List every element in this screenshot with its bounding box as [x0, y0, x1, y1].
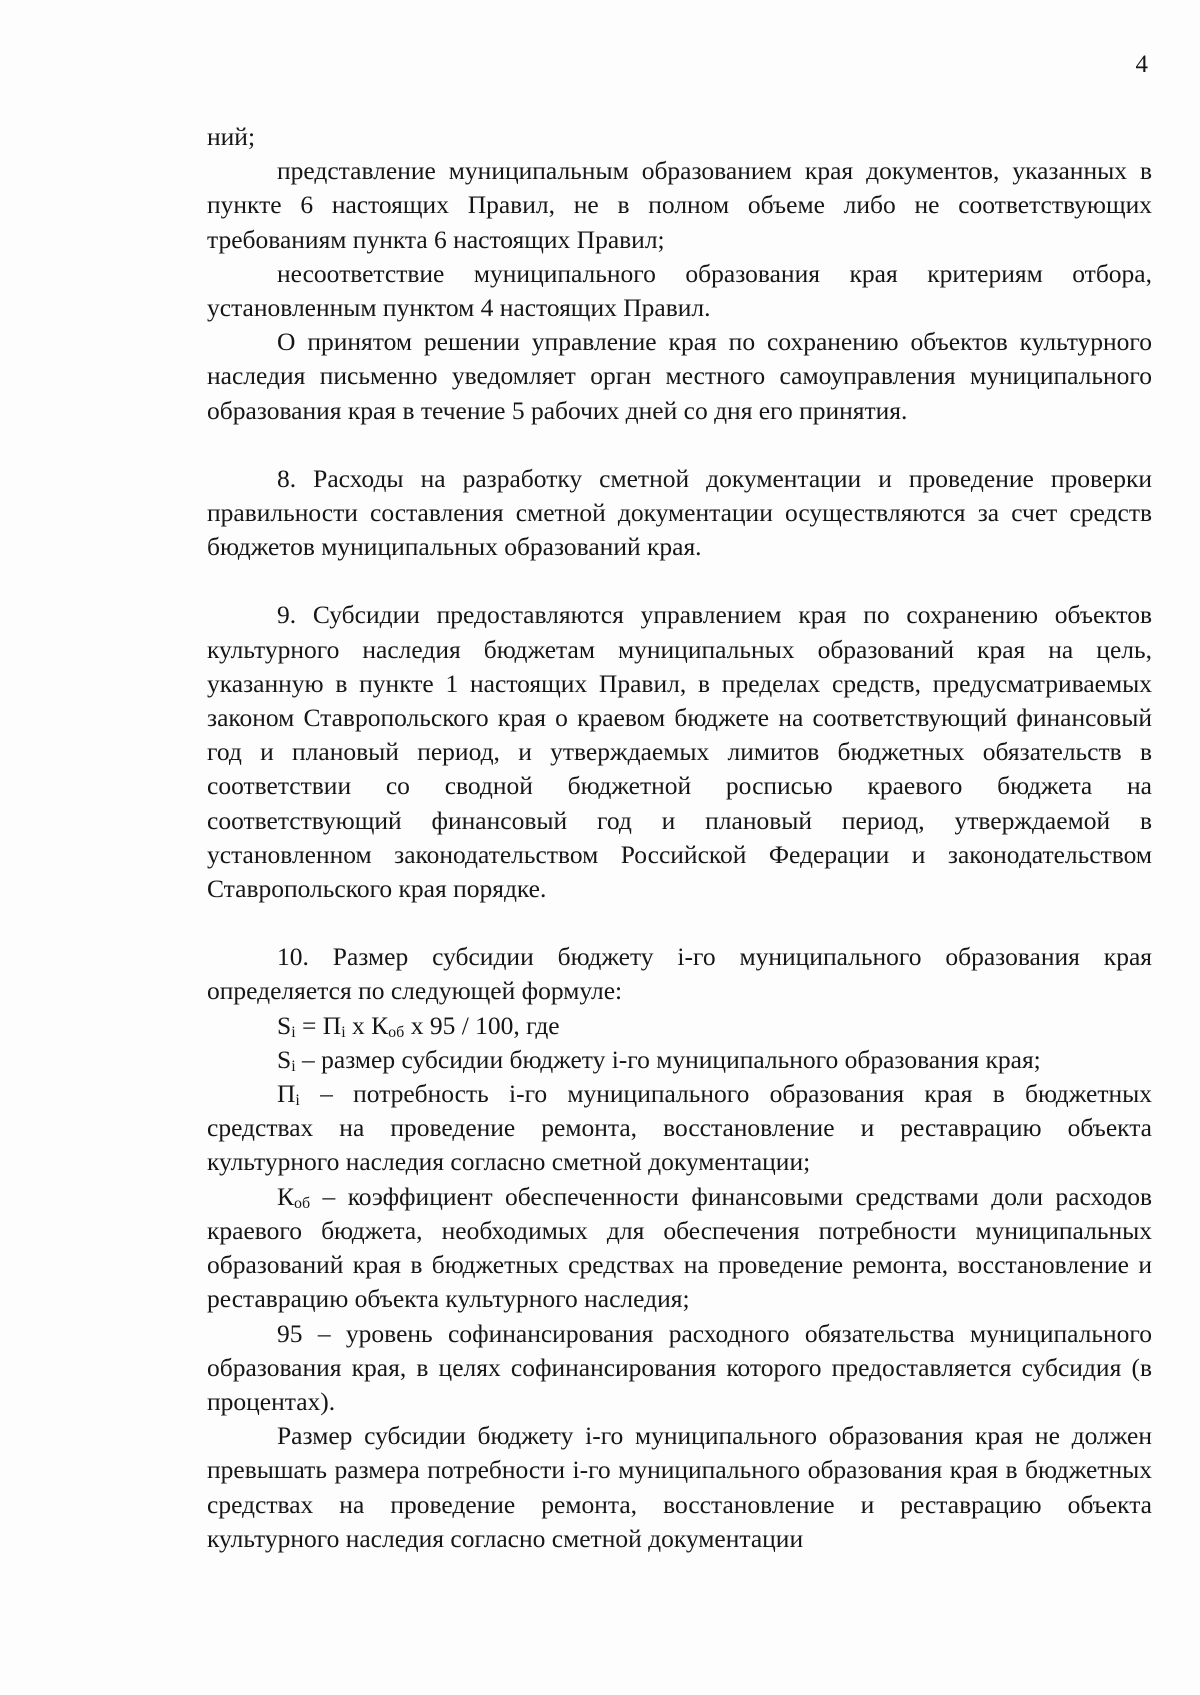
paragraph-clause-9: 9. Субсидии предоставляются управлением края по сохранению объектов культурного наследия бюджетам муниципальных образований края на цель, указанную в пункте 1 настоящих Правил, в пределах средств, предусматриваемых законом Ставропольского края о краевом бюджете на соответствующий финансовый год и плановый период, и утверждаемых лимитов бюджетных обязательств в соответствии со сводной бюджетной росписью краевого бюджета на соответствующий финансовый год и плановый период, утверждаемой в установленном законодательством Российской Федерации и законодательством Ставропольского края порядке.: [207, 600, 1152, 904]
definition-95: 95 – уровень софинансирования расходного обязательства муниципального образования края, в целях софинансирования которого предоставляется субсидия (в процентах).: [207, 1318, 1152, 1416]
paragraph-list-item: представление муниципальным образованием края документов, указанных в пункте 6 настоящих Правил, не в полном объеме либо не соответствующих требованиям пункта 6 настоящих Правил;: [207, 156, 1152, 254]
definition-s: $S_i$ – размер субсидии бюджету i-го муниципального образования края;: [277, 1044, 1041, 1075]
page-number: 4: [1135, 51, 1148, 78]
paragraph-continuation: ний;: [207, 122, 256, 151]
paragraph-clause-8: 8. Расходы на разработку сметной документации и проведение проверки правильности составления сметной документации осуществляются за счет средств бюджетов муниципальных образований края.: [207, 463, 1152, 562]
definition-k: $К_{об}$ – коэффициент обеспеченности финансовыми средствами доли расходов краевого бюджета, необходимых для обеспечения потребности муниципальных образований края в бюджетных средствах на проведение ремонта, восстановление и реставрацию объекта культурного наследия;: [207, 1181, 1152, 1314]
paragraph-clause-10: 10. Размер субсидии бюджету i-го муниципального образования края определяется по следующей формуле:: [207, 942, 1152, 1006]
subsidy-formula: $S_i = П_i$ x $К_{об}$ x 95 / 100, где: [277, 1010, 560, 1041]
paragraph-list-item: несоответствие муниципального образования края критериям отбора, установленным пунктом 4 настоящих Правил.: [207, 258, 1152, 323]
paragraph-notification: О принятом решении управление края по сохранению объектов культурного наследия письменно уведомляет орган местного самоуправления муниципального образования края в течение 5 рабочих дней со дня его принятия.: [207, 327, 1152, 425]
definition-p: $П_i$ – потребность i-го муниципального образования края в бюджетных средствах на проведение ремонта, восстановление и реставрацию объекта культурного наследия согласно сметной документации;: [207, 1079, 1152, 1177]
paragraph-subsidy-limit: Размер субсидии бюджету i-го муниципального образования края не должен превышать размера потребности i-го муниципального образования края в бюджетных средствах на проведение ремонта, восстановление и реставрацию объекта культурного наследия согласно сметной документации: [207, 1421, 1152, 1553]
document-body: [207, 120, 1152, 1556]
